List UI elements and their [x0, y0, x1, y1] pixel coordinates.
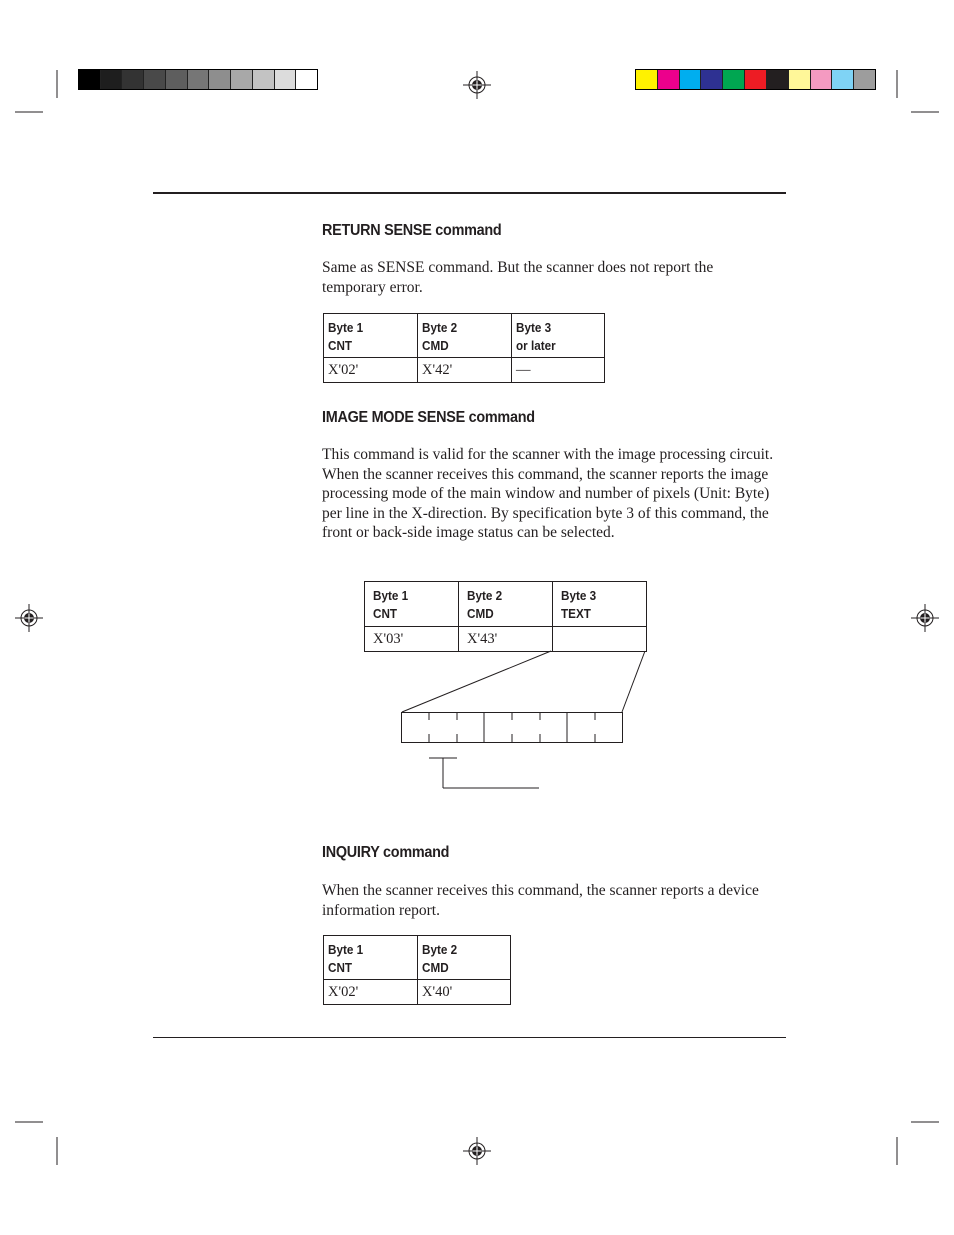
return-sense-table — [323, 313, 605, 383]
header-cell: Byte 2 CMD — [459, 582, 553, 627]
value-cell: X'02' — [324, 980, 418, 1005]
bit-callout-leader — [429, 758, 539, 788]
value-cell: X'02' — [324, 358, 418, 383]
header-cell: Byte 1 CNT — [324, 936, 418, 980]
footer-rule — [153, 1037, 786, 1038]
inquiry-table — [323, 935, 511, 1005]
registration-mark-left — [15, 604, 43, 632]
header-rule — [153, 192, 786, 194]
value-cell: X'43' — [459, 627, 553, 652]
registration-mark-right — [911, 604, 939, 632]
section-heading-inquiry: INQUIRY command — [322, 844, 450, 861]
header-cell: Byte 3 or later — [512, 314, 605, 358]
section-body-image-mode-sense: This command is valid for the scanner with the image processing circuit. When the scanner receives this command, the scanner reports the image processing mode of the main window and number of pixels (Unit: Byte) per line in the X-direction. By specification byte 3 of this command, the front or back-side image status can be selected. — [322, 446, 774, 542]
section-heading-image-mode-sense: IMAGE MODE SENSE command — [322, 409, 535, 426]
bit-dividers — [429, 713, 595, 742]
value-cell — [553, 627, 647, 652]
image-mode-sense-table — [364, 581, 647, 652]
header-cell: Byte 1 CNT — [324, 314, 418, 358]
value-cell: X'42' — [418, 358, 512, 383]
registration-mark-bottom — [463, 1137, 491, 1165]
header-cell: Byte 1 CNT — [365, 582, 459, 627]
value-cell: X'03' — [365, 627, 459, 652]
header-cell: Byte 2 CMD — [418, 314, 512, 358]
header-cell: Byte 2 CMD — [418, 936, 511, 980]
section-body-inquiry: When the scanner receives this command, the scanner reports a device information report. — [322, 882, 759, 919]
value-cell: X'40' — [418, 980, 511, 1005]
value-cell: — — [512, 358, 605, 383]
registration-mark-top — [463, 71, 491, 99]
section-body-return-sense: Same as SENSE command. But the scanner does not report the temporary error. — [322, 259, 714, 296]
header-cell: Byte 3 TEXT — [553, 582, 647, 627]
byte3-bit-diagram — [402, 651, 646, 788]
section-heading-return-sense: RETURN SENSE command — [322, 222, 502, 239]
